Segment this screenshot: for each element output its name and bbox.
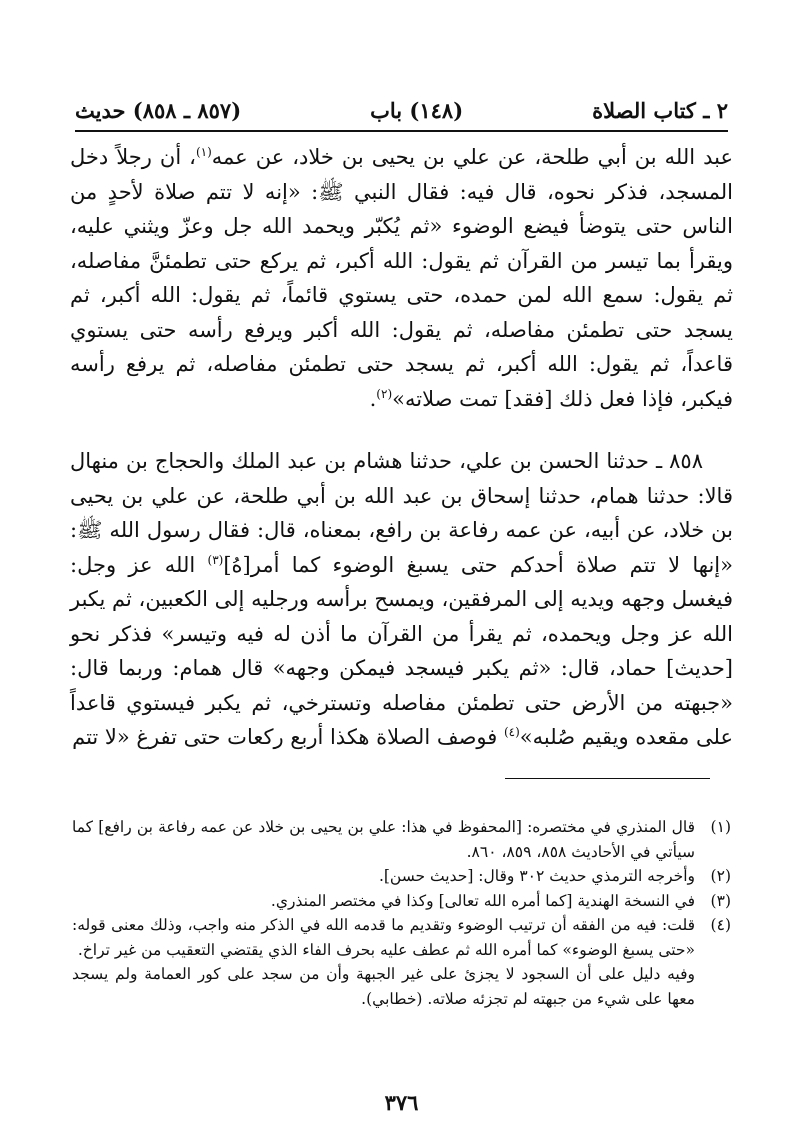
header-book-title: ٢ ـ كتاب الصلاة xyxy=(592,97,728,123)
footnote-line: وأخرجه الترمذي حديث ٣٠٢ وقال: [حديث حسن]. xyxy=(378,867,695,885)
text-run: فوصف الصلاة هكذا أربع ركعات حتى تفرغ «لا تتم xyxy=(72,725,504,749)
footnote-ref: (٢) xyxy=(376,386,393,401)
text-run: الله عز وجل: فيغسل وجهه ويديه إلى المرفقين، ويمسح برأسه ورجليه إلى الكعبين، ثم يكبر الله عز وجل ويحمده، ثم يقرأ من القرآن ما أذن له فيه وتيسر» فذكر نحو [حديث] حماد، قال: «ثم يكبر فيسجد فيمكن وجهه» قال همام: وربما قال: «جبهته من الأرض حتى تطمئن مفاصله وتسترخي، ثم يكبر فيستوي قاعداً على مقعده ويقيم صُلبه» xyxy=(70,552,733,749)
text-run: عبد الله بن أبي طلحة، عن علي بن يحيى بن خلاد، عن عمه xyxy=(211,145,733,169)
footnote-number: (١) xyxy=(710,818,731,836)
header-chapter: (١٤٨) باب xyxy=(370,97,464,123)
header-hadith-range: (٨٥٧ ـ ٨٥٨) حديث xyxy=(75,97,242,123)
footnote-line: وفيه دليل على أن السجود لا يجزئ على غير الجبهة وأن من سجد على كور العمامة ولم يسجد معها على شيء من جبهته لم تجزئه صلاته. (خطابي). xyxy=(72,965,695,1008)
footnote-number: (٣) xyxy=(710,891,731,910)
text-run: . xyxy=(369,386,377,411)
footnote xyxy=(72,864,731,889)
footnote-text xyxy=(72,815,695,864)
main-text xyxy=(70,140,733,755)
footnote-number: (٢) xyxy=(710,867,731,885)
running-header xyxy=(75,90,728,132)
footnote-line: في النسخة الهندية [كما أمره الله تعالى] وكذا في مختصر المنذري. xyxy=(270,891,695,910)
paragraph-hadith-857 xyxy=(70,140,733,416)
footnote-ref: (٤) xyxy=(503,725,520,739)
footnote-text xyxy=(72,864,695,889)
footnote-line: قال المنذري في مختصره: [المحفوظ في هذا: علي بن يحيى بن خلاد عن عمه رفاعة بن رافع] كما سيأتي في الأحاديث ٨٥٨، ٨٥٩، ٨٦٠. xyxy=(72,818,695,861)
footnote-separator xyxy=(505,778,710,779)
paragraph-hadith-858 xyxy=(70,444,733,755)
footnote xyxy=(72,913,731,1011)
footnote-line: قلت: فيه من الفقه أن ترتيب الوضوء وتقديم ما قدمه الله في الذكر منه واجب، وذلك معنى قوله: «حتى يسبغ الوضوء» كما أمره الله ثم عطف عليه بحرف الفاء الذي يقتضي التعقيب من غير تراخ. xyxy=(72,916,695,959)
footnote-text xyxy=(72,913,695,1011)
footnote-text xyxy=(72,889,695,914)
text-run: ٨٥٨ ـ حدثنا الحسن بن علي، حدثنا هشام بن عبد الملك والحجاج بن منهال قالا: حدثنا همام، حدثنا إسحاق بن عبد الله بن أبي طلحة، عن علي بن يحيى بن خلاد، عن أبيه، عن عمه رفاعة بن رافع، بمعناه، قال: فقال رسول الله ﷺ: «إنها لا تتم صلاة أحدكم حتى يسبغ الوضوء كما أمر[هُ] xyxy=(70,449,733,577)
page-number: ٣٧٦ xyxy=(384,1090,419,1115)
footnote-number: (٤) xyxy=(710,916,731,934)
footnote xyxy=(72,815,731,864)
footnote-ref: (٣) xyxy=(207,552,224,567)
text-run: ، أن رجلاً دخل المسجد، فذكر نحوه، قال فيه: فقال النبي ﷺ: «إنه لا تتم صلاة لأحدٍ من الناس حتى يتوضأ فيضع الوضوء «ثم يُكبّر ويحمد الله جل وعزّ ويثني عليه، ويقرأ بما تيسر من القرآن ثم يقول: الله أكبر، ثم يركع حتى تطمئنَّ مفاصله، ثم يقول: سمع الله لمن حمده، حتى يستوي قائماً، ثم يقول: الله أكبر، ثم يسجد حتى تطمئن مفاصله، ثم يقول: الله أكبر ويرفع رأسه حتى يستوي قاعداً، ثم يقول: الله أكبر، ثم يسجد حتى تطمئن مفاصله، ثم يرفع رأسه فيكبر، فإذا فعل ذلك [فقد] تمت صلاته» xyxy=(70,145,733,411)
footnote-ref: (١) xyxy=(195,145,212,159)
footnotes xyxy=(72,815,731,1011)
footnote xyxy=(72,889,731,914)
